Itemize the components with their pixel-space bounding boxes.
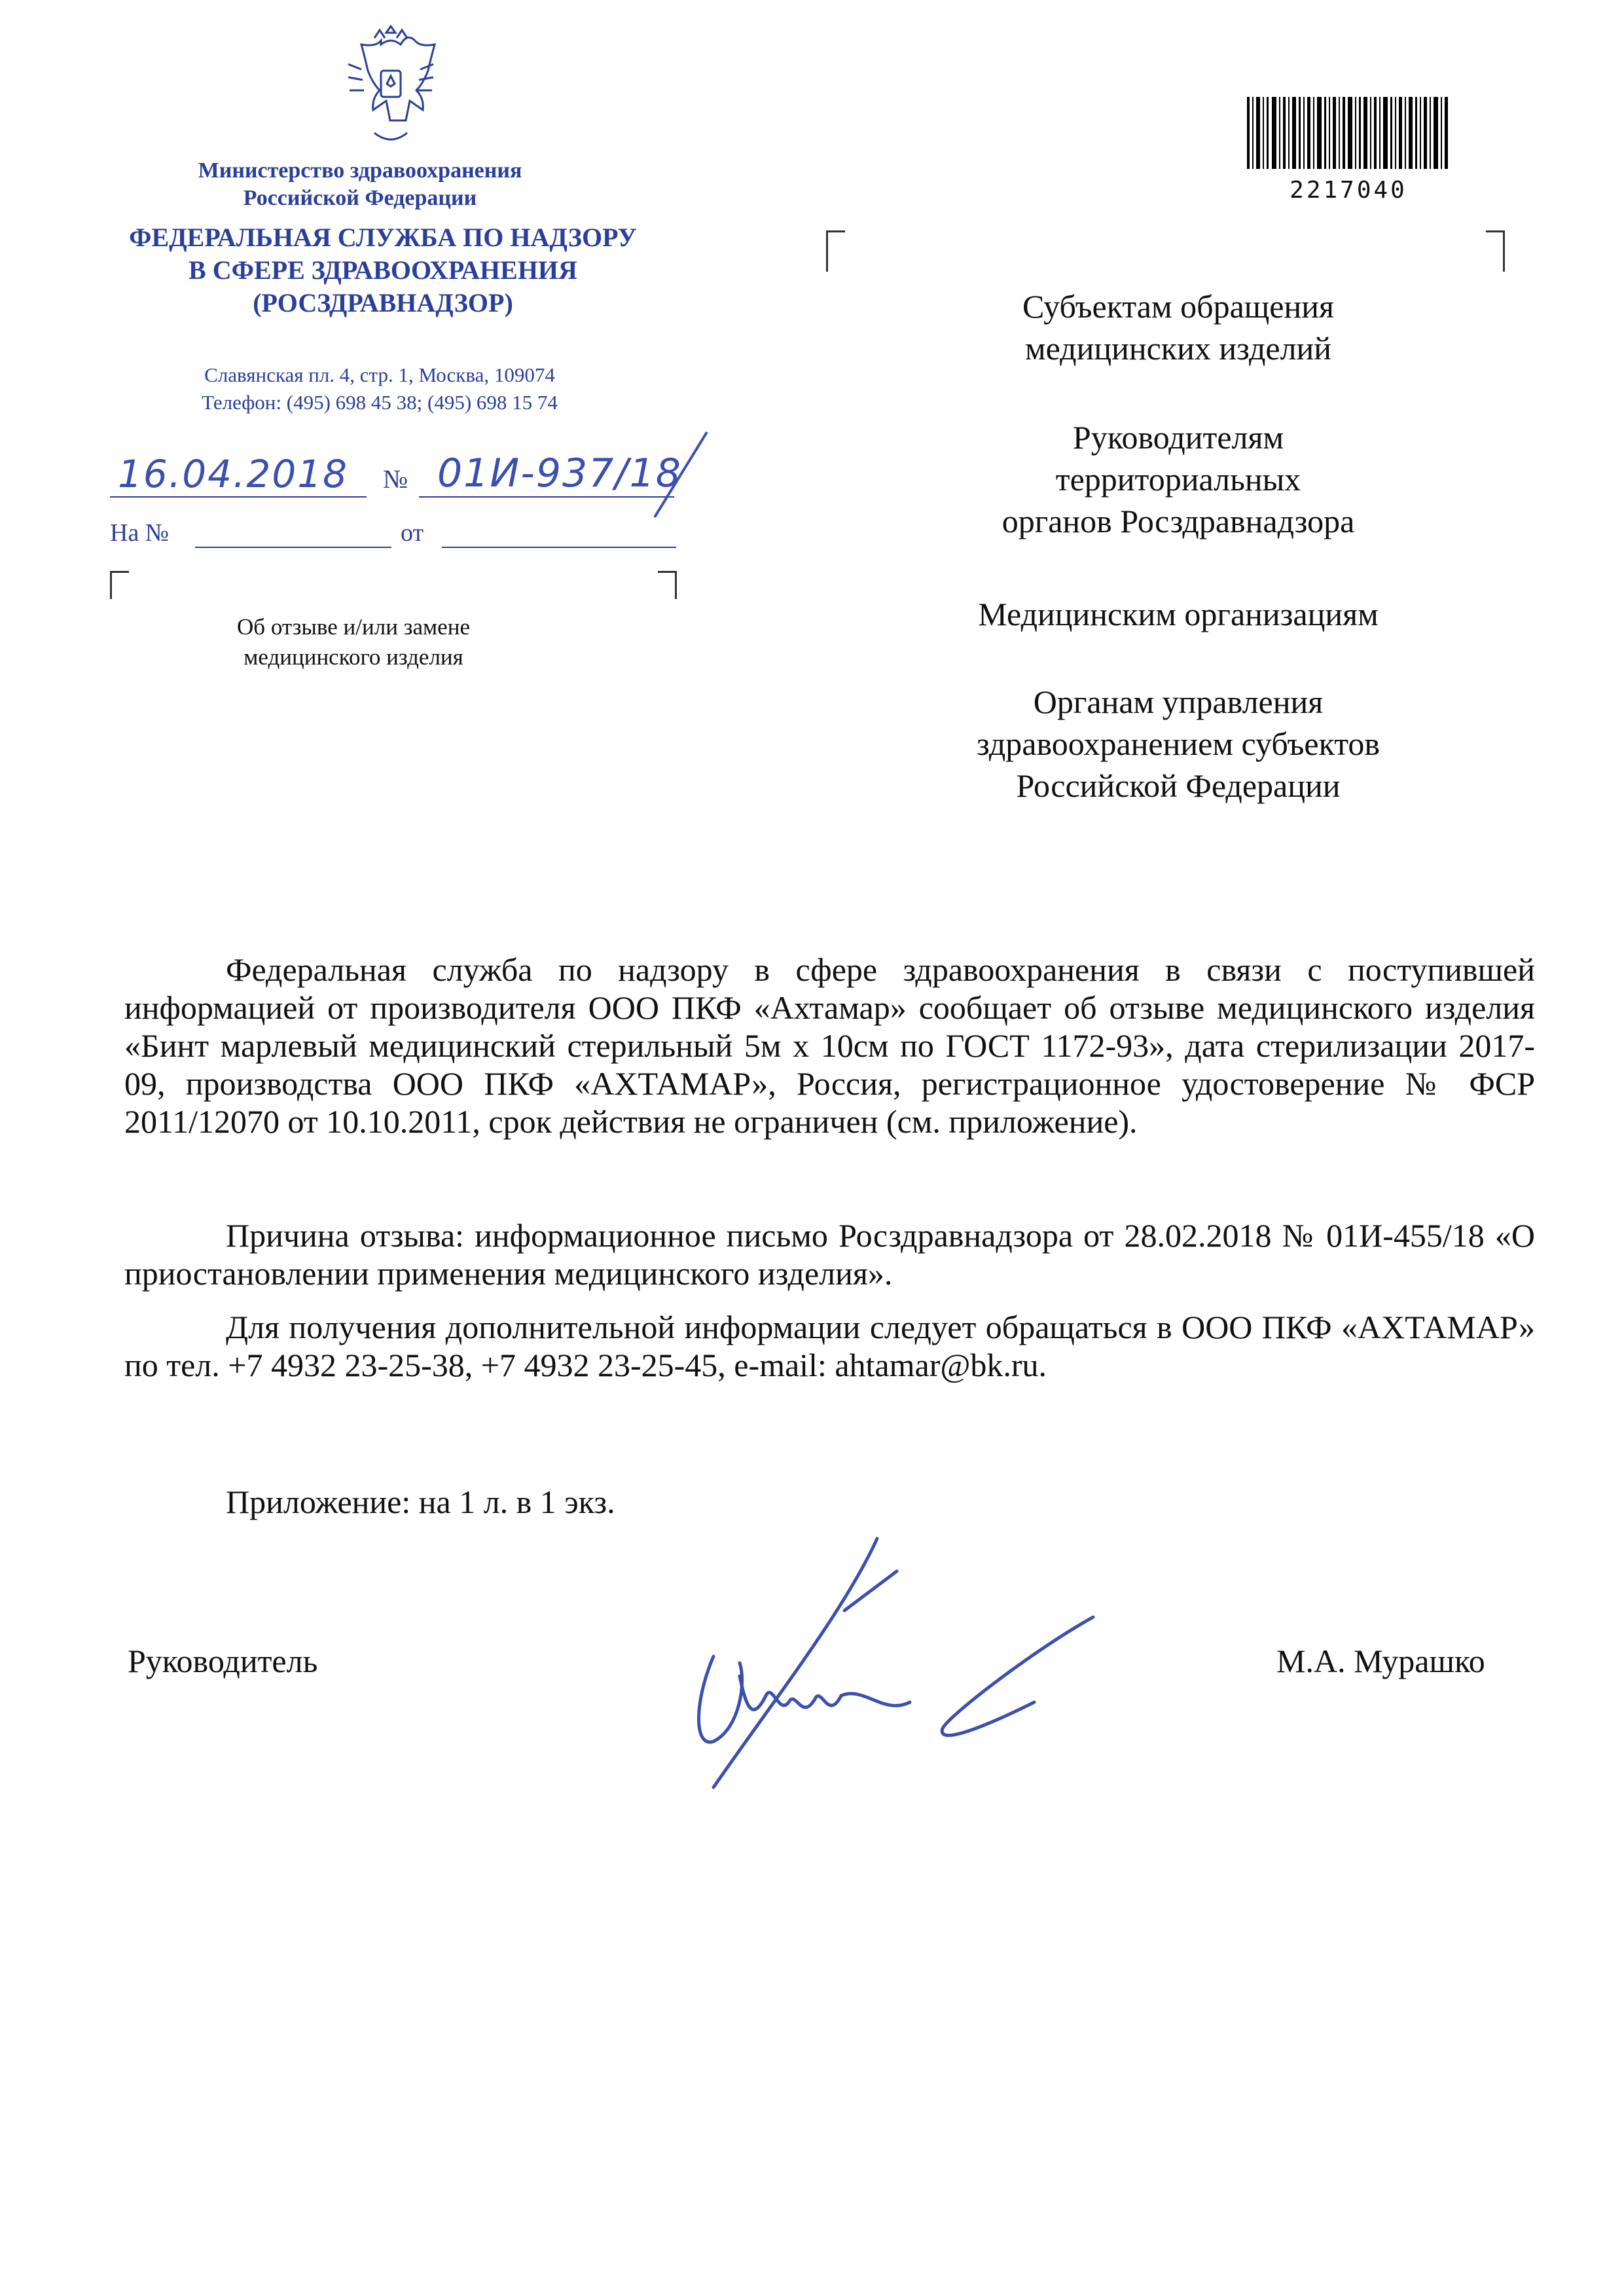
body-paragraph-3: Для получения дополнительной информации следует обращаться в ООО ПКФ «АХТАМАР» по тел. +7 4932 23-25-38, +7 4932 23-25-45, e-mail: ahtamar@bk.ru. [124,1309,1535,1383]
addressee-line: Органам управления [1033,683,1324,720]
reply-to-label: На № [110,519,170,547]
service-line-2: В СФЕРЕ ЗДРАВООХРАНЕНИЯ [189,255,577,285]
ministry-line-2: Российской Федерации [243,186,477,210]
addressee-line: Медицинским организациям [978,596,1379,632]
barcode [1247,97,1450,169]
number-sign: № [383,464,408,494]
reply-to-line [195,547,391,548]
addressee-corner-left [826,230,845,272]
letter-subject [170,612,537,672]
coat-of-arms-emblem [335,25,446,156]
addressee-line: Российской Федерации [1016,767,1341,804]
registration-number: 01И-937/18 [437,450,682,496]
signatory-name: М.А. Мурашко [1276,1643,1485,1679]
body-paragraph-1: Федеральная служба по надзору в сфере здравоохранения в связи с поступившей информацией от производителя ООО ПКФ «Ахтамар» сообщает об отзыве медицинского изделия «Бинт марлевый медицинский стерильный 5м х 10см по ГОСТ 1172-93», дата стерилизации 2017-09, производства ООО ПКФ «АХТАМАР», Россия, регистрационное удостоверение № ФСР 2011/12070 от 10.10.2011, срок действия не ограничен (см. приложение). [124,951,1535,1140]
body-paragraph-2: Причина отзыва: информационное письмо Росздравнадзора от 28.02.2018 № 01И-455/18 «О приостановлении применения медицинского изделия». [124,1217,1535,1292]
from-label: от [401,519,424,547]
addressee-2 [903,416,1453,542]
attachment-note: Приложение: на 1 л. в 1 экз. [226,1484,615,1520]
barcode-number: 2217040 [1290,177,1407,204]
addressee-line: здравоохранением субъектов [976,725,1380,762]
phone-line: Телефон: (495) 698 45 38; (495) 698 15 74 [202,391,558,414]
service-line-1: ФЕДЕРАЛЬНАЯ СЛУЖБА ПО НАДЗОРУ [129,223,637,252]
handwritten-slash-stroke [645,426,717,524]
subject-line-1: Об отзыве и/или замене [237,614,470,640]
addressee-line: Субъектам обращения [1022,288,1334,325]
signatory-title: Руководитель [128,1643,318,1679]
subject-line-2: медицинского изделия [244,644,463,670]
service-line-3: (РОСЗДРАВНАДЗОР) [253,288,513,318]
addressee-corner-right [1486,230,1505,272]
number-underline [419,496,674,498]
addressee-line: Руководителям [1072,419,1284,456]
service-address [131,361,628,416]
handwritten-signature [668,1532,1113,1807]
service-name [85,221,681,319]
subject-corner-right [658,571,677,599]
date-underline [110,496,367,498]
addressee-line: медицинских изделий [1024,330,1332,367]
ministry-line-1: Министерство здравоохранения [198,158,522,183]
addressee-3 [903,593,1453,635]
addressee-4 [903,681,1453,807]
ministry-name [131,157,589,212]
addressee-1 [903,285,1453,369]
subject-corner-left [110,571,129,599]
registration-date: 16.04.2018 [118,452,349,496]
address-line: Славянская пл. 4, стр. 1, Москва, 109074 [204,363,555,386]
addressee-line: органов Росздравнадзора [1001,503,1355,539]
addressee-line: территориальных [1055,461,1301,498]
from-line [442,547,676,548]
